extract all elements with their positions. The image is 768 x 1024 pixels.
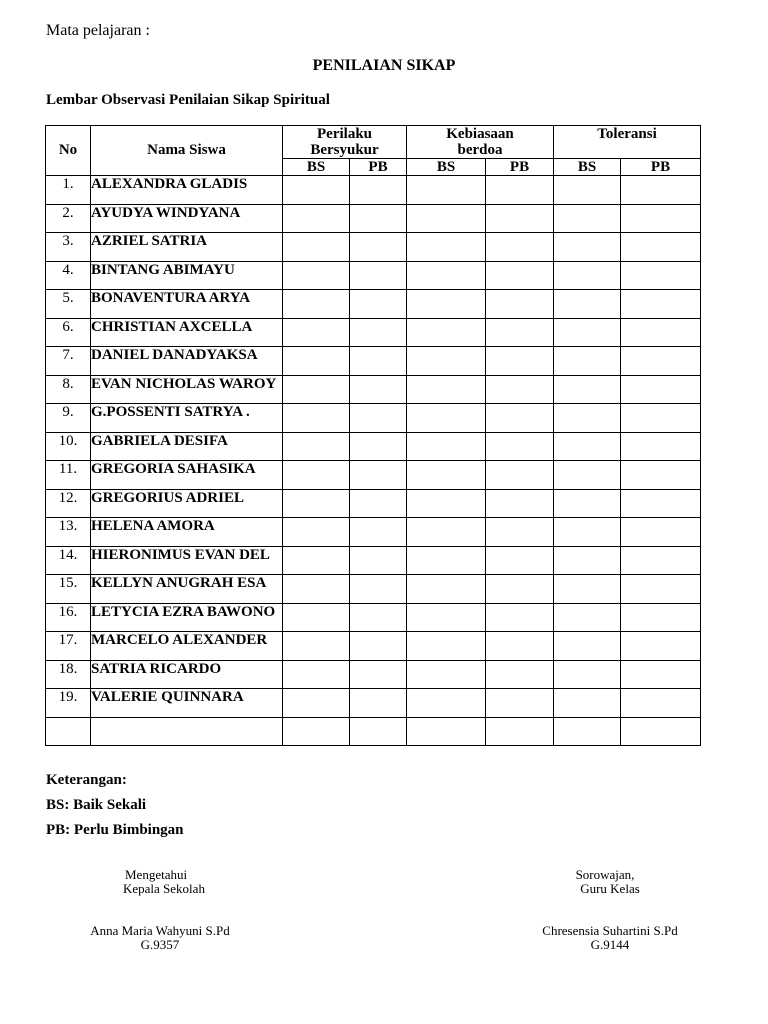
score-cell	[621, 689, 701, 718]
score-cell	[407, 632, 486, 661]
student-name: GABRIELA DESIFA	[91, 432, 283, 461]
table-row	[46, 233, 701, 262]
score-cell	[554, 404, 621, 433]
row-number: 2.	[46, 204, 91, 233]
score-cell	[486, 489, 554, 518]
group-header-bersyukur	[283, 126, 407, 159]
score-cell	[621, 717, 701, 746]
score-cell	[554, 176, 621, 205]
table-row	[46, 689, 701, 718]
score-cell	[554, 575, 621, 604]
score-cell	[350, 261, 407, 290]
score-cell	[283, 318, 350, 347]
score-cell	[407, 518, 486, 547]
score-cell	[283, 290, 350, 319]
subheader-bs: BS	[283, 159, 350, 176]
signature-left-line1: Mengetahui	[125, 867, 188, 882]
group-line1: Kebiasaan	[446, 126, 514, 142]
score-cell	[554, 375, 621, 404]
table-row	[46, 575, 701, 604]
score-cell	[350, 432, 407, 461]
score-cell	[283, 233, 350, 262]
score-cell	[621, 489, 701, 518]
score-cell	[621, 632, 701, 661]
score-cell	[283, 717, 350, 746]
student-name: DANIEL DANADYAKSA	[91, 347, 283, 376]
score-cell	[486, 375, 554, 404]
score-cell	[283, 575, 350, 604]
table-row	[46, 176, 701, 205]
table-row	[46, 518, 701, 547]
table-row	[46, 603, 701, 632]
score-cell	[486, 204, 554, 233]
row-number: 19.	[46, 689, 91, 718]
table-row	[46, 461, 701, 490]
row-number: 12.	[46, 489, 91, 518]
student-name: LETYCIA EZRA BAWONO	[91, 603, 283, 632]
row-number: 15.	[46, 575, 91, 604]
score-cell	[621, 375, 701, 404]
score-cell	[350, 518, 407, 547]
score-cell	[554, 603, 621, 632]
score-cell	[407, 432, 486, 461]
score-cell	[283, 518, 350, 547]
score-cell	[407, 176, 486, 205]
subheader-pb: PB	[350, 159, 407, 176]
column-header-no: No	[46, 126, 91, 176]
score-cell	[350, 689, 407, 718]
table-row	[46, 632, 701, 661]
score-cell	[407, 660, 486, 689]
row-number: 7.	[46, 347, 91, 376]
score-cell	[407, 717, 486, 746]
row-number: 3.	[46, 233, 91, 262]
score-cell	[350, 575, 407, 604]
score-cell	[621, 518, 701, 547]
row-number: 18.	[46, 660, 91, 689]
score-cell	[283, 660, 350, 689]
score-cell	[554, 689, 621, 718]
score-cell	[554, 347, 621, 376]
column-header-name: Nama Siswa	[91, 126, 283, 176]
score-cell	[283, 347, 350, 376]
score-cell	[350, 404, 407, 433]
table-row	[46, 432, 701, 461]
group-line1: Perilaku	[317, 126, 372, 142]
score-cell	[554, 290, 621, 319]
student-name	[91, 717, 283, 746]
score-cell	[407, 603, 486, 632]
legend-bs: BS: Baik Sekali	[46, 797, 147, 813]
score-cell	[486, 518, 554, 547]
score-cell	[350, 717, 407, 746]
row-number: 1.	[46, 176, 91, 205]
table-row	[46, 375, 701, 404]
score-cell	[283, 375, 350, 404]
signature-left-id: G.9357	[140, 937, 180, 952]
score-cell	[554, 318, 621, 347]
score-cell	[283, 204, 350, 233]
score-cell	[554, 717, 621, 746]
score-cell	[283, 546, 350, 575]
score-cell	[407, 347, 486, 376]
score-cell	[621, 233, 701, 262]
row-number: 11.	[46, 461, 91, 490]
row-number: 14.	[46, 546, 91, 575]
score-cell	[350, 318, 407, 347]
score-cell	[407, 318, 486, 347]
score-cell	[486, 660, 554, 689]
score-cell	[350, 660, 407, 689]
score-cell	[621, 204, 701, 233]
student-name: EVAN NICHOLAS WAROY	[91, 375, 283, 404]
student-name: G.POSSENTI SATRYA .	[91, 404, 283, 433]
table-row	[46, 290, 701, 319]
group-header-berdoa	[407, 126, 554, 159]
row-number: 5.	[46, 290, 91, 319]
score-cell	[621, 432, 701, 461]
score-cell	[486, 347, 554, 376]
table-row	[46, 347, 701, 376]
score-cell	[350, 290, 407, 319]
table-row	[46, 318, 701, 347]
signature-right-name: Chresensia Suhartini S.Pd	[542, 923, 678, 938]
row-number: 6.	[46, 318, 91, 347]
student-name: BINTANG ABIMAYU	[91, 261, 283, 290]
score-cell	[486, 290, 554, 319]
score-cell	[350, 347, 407, 376]
score-cell	[621, 575, 701, 604]
table-row	[46, 489, 701, 518]
score-cell	[283, 689, 350, 718]
student-name: BONAVENTURA ARYA	[91, 290, 283, 319]
student-name: AZRIEL SATRIA	[91, 233, 283, 262]
score-cell	[407, 575, 486, 604]
score-cell	[283, 461, 350, 490]
score-cell	[554, 461, 621, 490]
score-cell	[283, 404, 350, 433]
score-cell	[350, 176, 407, 205]
score-cell	[350, 233, 407, 262]
score-cell	[407, 290, 486, 319]
score-cell	[283, 603, 350, 632]
subheader-pb: PB	[621, 159, 701, 176]
score-cell	[350, 603, 407, 632]
score-cell	[407, 204, 486, 233]
group-line1: Toleransi	[597, 126, 657, 142]
score-cell	[621, 176, 701, 205]
student-name: GREGORIA SAHASIKA	[91, 461, 283, 490]
score-cell	[554, 518, 621, 547]
table-row	[46, 546, 701, 575]
subheader-bs: BS	[554, 159, 621, 176]
legend-title: Keterangan:	[46, 772, 127, 788]
score-cell	[621, 318, 701, 347]
group-header-toleransi	[554, 126, 701, 159]
score-cell	[486, 717, 554, 746]
score-cell	[407, 233, 486, 262]
subject-label: Mata pelajaran :	[46, 22, 150, 39]
table-row	[46, 261, 701, 290]
score-cell	[283, 261, 350, 290]
signature-right-line2: Guru Kelas	[580, 881, 640, 896]
score-cell	[554, 261, 621, 290]
group-line2: Bersyukur	[310, 142, 379, 158]
score-cell	[554, 489, 621, 518]
student-name: ALEXANDRA GLADIS	[91, 176, 283, 205]
page-subtitle: Lembar Observasi Penilaian Sikap Spiritual	[46, 92, 330, 108]
student-name: MARCELO ALEXANDER	[91, 632, 283, 661]
table-row	[46, 717, 701, 746]
score-cell	[621, 404, 701, 433]
score-cell	[486, 233, 554, 262]
student-name: GREGORIUS ADRIEL	[91, 489, 283, 518]
score-cell	[554, 660, 621, 689]
assessment-table	[45, 125, 701, 746]
row-number: 10.	[46, 432, 91, 461]
score-cell	[486, 603, 554, 632]
score-cell	[621, 546, 701, 575]
group-line2: berdoa	[457, 142, 503, 158]
score-cell	[554, 204, 621, 233]
student-name: CHRISTIAN AXCELLA	[91, 318, 283, 347]
row-number	[46, 717, 91, 746]
signature-left-line2: Kepala Sekolah	[123, 881, 205, 896]
score-cell	[621, 603, 701, 632]
score-cell	[621, 261, 701, 290]
student-name: HELENA AMORA	[91, 518, 283, 547]
score-cell	[621, 461, 701, 490]
score-cell	[407, 461, 486, 490]
score-cell	[350, 632, 407, 661]
score-cell	[486, 318, 554, 347]
row-number: 17.	[46, 632, 91, 661]
score-cell	[283, 432, 350, 461]
score-cell	[486, 632, 554, 661]
score-cell	[407, 261, 486, 290]
score-cell	[621, 290, 701, 319]
score-cell	[350, 489, 407, 518]
score-cell	[350, 204, 407, 233]
score-cell	[350, 546, 407, 575]
score-cell	[283, 632, 350, 661]
score-cell	[554, 546, 621, 575]
score-cell	[486, 546, 554, 575]
score-cell	[621, 347, 701, 376]
student-name: HIERONIMUS EVAN DEL	[91, 546, 283, 575]
score-cell	[486, 461, 554, 490]
table-row	[46, 660, 701, 689]
score-cell	[486, 176, 554, 205]
signature-left-name: Anna Maria Wahyuni S.Pd	[90, 923, 230, 938]
row-number: 9.	[46, 404, 91, 433]
subheader-pb: PB	[486, 159, 554, 176]
student-name: KELLYN ANUGRAH ESA	[91, 575, 283, 604]
score-cell	[407, 489, 486, 518]
signature-right-line1: Sorowajan,	[575, 867, 635, 882]
score-cell	[486, 689, 554, 718]
table-row	[46, 204, 701, 233]
score-cell	[350, 461, 407, 490]
student-name: AYUDYA WINDYANA	[91, 204, 283, 233]
score-cell	[283, 489, 350, 518]
score-cell	[554, 632, 621, 661]
score-cell	[621, 660, 701, 689]
score-cell	[350, 375, 407, 404]
subheader-bs: BS	[407, 159, 486, 176]
row-number: 16.	[46, 603, 91, 632]
score-cell	[486, 404, 554, 433]
row-number: 13.	[46, 518, 91, 547]
student-name: VALERIE QUINNARA	[91, 689, 283, 718]
page-title: PENILAIAN SIKAP	[312, 57, 456, 74]
row-number: 4.	[46, 261, 91, 290]
score-cell	[554, 432, 621, 461]
row-number: 8.	[46, 375, 91, 404]
score-cell	[407, 375, 486, 404]
score-cell	[407, 404, 486, 433]
score-cell	[407, 546, 486, 575]
student-name: SATRIA RICARDO	[91, 660, 283, 689]
signature-right-id: G.9144	[590, 937, 630, 952]
score-cell	[283, 176, 350, 205]
score-cell	[486, 575, 554, 604]
table-row	[46, 404, 701, 433]
score-cell	[486, 432, 554, 461]
score-cell	[486, 261, 554, 290]
legend-pb: PB: Perlu Bimbingan	[46, 822, 184, 838]
score-cell	[407, 689, 486, 718]
score-cell	[554, 233, 621, 262]
